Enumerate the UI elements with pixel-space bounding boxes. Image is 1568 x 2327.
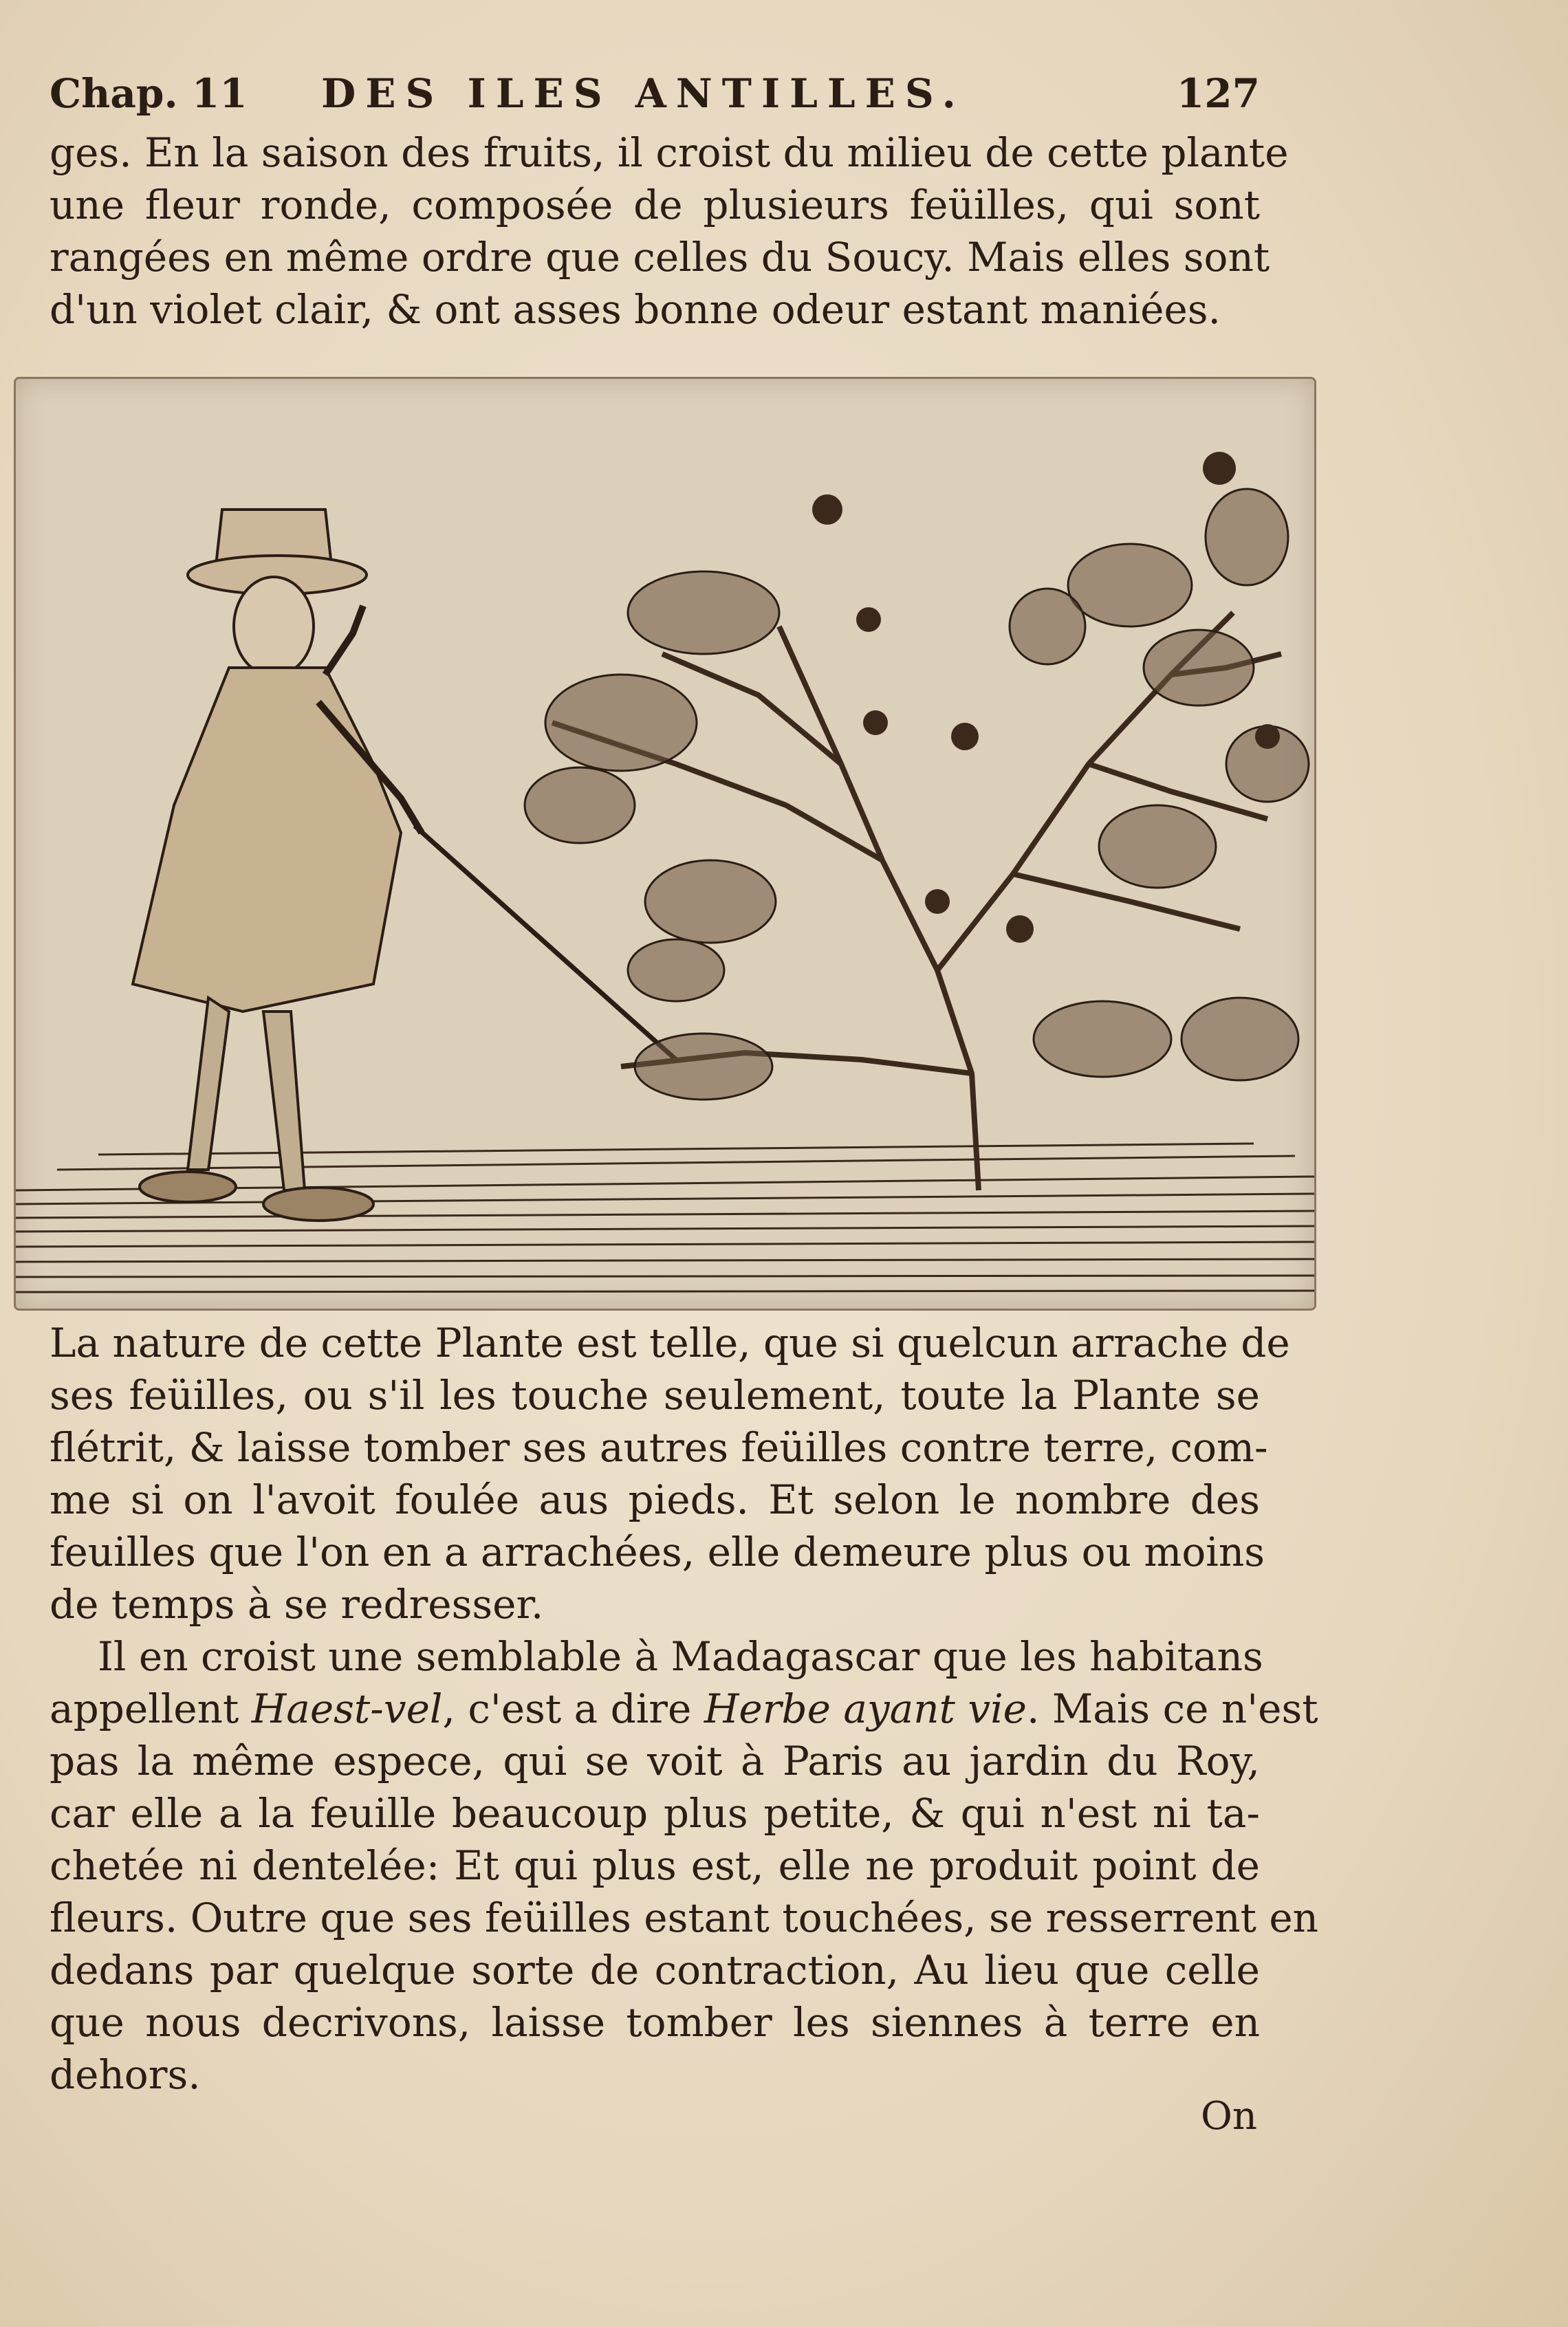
chapter-label: Chap. 11 bbox=[50, 70, 248, 117]
paragraph-1 bbox=[50, 127, 1289, 336]
text-line: dehors. bbox=[50, 2051, 201, 2098]
text-line: feuilles que l'on en a arrachées, elle demeure plus ou moins bbox=[50, 1529, 1265, 1575]
text-line: ses feüilles, ou s'il les touche seulement, toute la Plante se bbox=[50, 1372, 1260, 1419]
text-line: pas la même espece, qui se voit à Paris au jardin du Roy, bbox=[50, 1738, 1260, 1784]
italic-term: Haest-vel bbox=[251, 1685, 443, 1732]
text-line: ges. En la saison des fruits, il croist du milieu de cette plante bbox=[50, 129, 1289, 176]
text-line: dedans par quelque sorte de contraction, Au lieu que celle bbox=[50, 1947, 1260, 1993]
page-number: 127 bbox=[1176, 70, 1260, 117]
text-line: car elle a la feuille beaucoup plus petite, & qui n'est ni ta- bbox=[50, 1790, 1260, 1837]
italic-term: Herbe ayant vie bbox=[704, 1685, 1027, 1732]
text-line: La nature de cette Plante est telle, que si quelcun arrache de bbox=[50, 1320, 1290, 1366]
text-line: me si on l'avoit foulée aus pieds. Et selon le nombre des bbox=[50, 1476, 1260, 1523]
text-run: , c'est a dire bbox=[442, 1685, 704, 1732]
text-line bbox=[50, 1683, 1318, 1735]
text-line: chetée ni dentelée: Et qui plus est, elle ne produit point de bbox=[50, 1842, 1260, 1889]
text-run: . Mais ce n'est bbox=[1027, 1685, 1318, 1732]
paragraph-2 bbox=[50, 1317, 1290, 1630]
text-line: d'un violet clair, & ont asses bonne odeur estant maniées. bbox=[50, 286, 1221, 333]
engraving-illustration bbox=[16, 379, 1314, 1309]
man-figure bbox=[133, 510, 422, 1221]
engraving-plate bbox=[14, 377, 1316, 1311]
text-line: que nous decrivons, laisse tomber les siennes à terre en bbox=[50, 1999, 1260, 2046]
text-line: rangées en même ordre que celles du Soucy. Mais elles sont bbox=[50, 234, 1270, 281]
text-line: de temps à se redresser. bbox=[50, 1581, 544, 1628]
paragraph-3 bbox=[50, 1630, 1319, 2101]
text-run: appellent bbox=[50, 1685, 252, 1732]
running-head bbox=[50, 61, 1260, 127]
foliage-clusters bbox=[525, 489, 1309, 1100]
text-line: une fleur ronde, composée de plusieurs feüilles, qui sont bbox=[50, 182, 1260, 228]
ground-hatching bbox=[16, 1144, 1314, 1292]
catchword: On bbox=[1201, 2094, 1257, 2139]
text-line: Il en croist une semblable à Madagascar que les habitans bbox=[98, 1633, 1263, 1680]
running-title: DES ILES ANTILLES. bbox=[321, 70, 966, 117]
text-line: flétrit, & laisse tomber ses autres feüilles contre terre, com- bbox=[50, 1424, 1268, 1471]
walking-stick bbox=[415, 826, 676, 1060]
text-line: fleurs. Outre que ses feüilles estant touchées, se resserrent en bbox=[50, 1894, 1319, 1941]
